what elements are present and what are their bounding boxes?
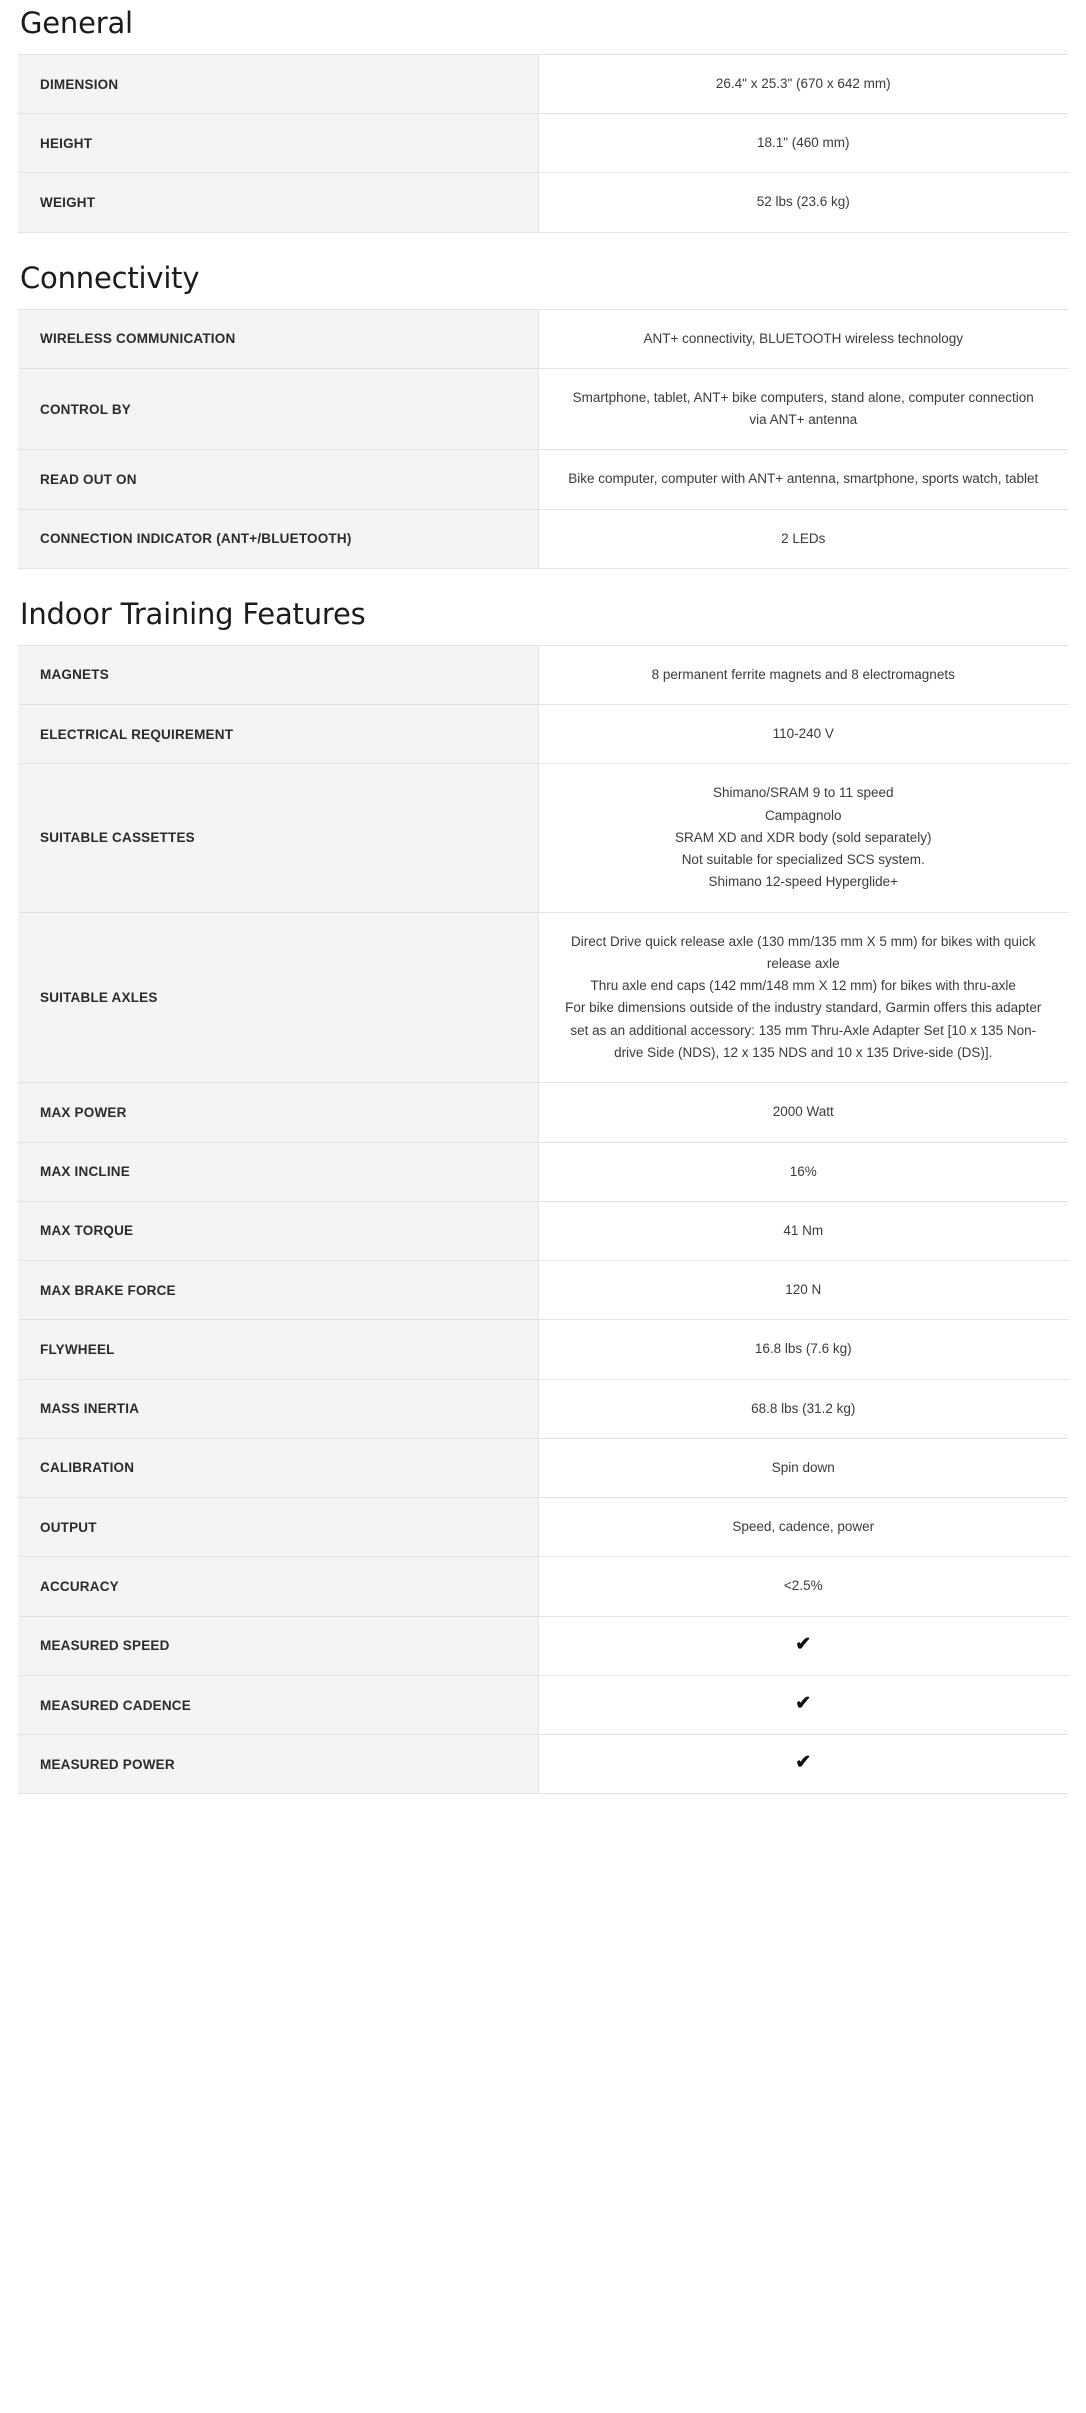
spec-label: READ OUT ON — [18, 450, 538, 509]
spec-label: MAX POWER — [18, 1083, 538, 1142]
spec-label: WIRELESS COMMUNICATION — [18, 309, 538, 368]
check-icon: ✔ — [795, 1752, 812, 1774]
spec-value-line: SRAM XD and XDR body (sold separately) — [674, 829, 932, 845]
spec-value — [538, 1201, 1068, 1260]
table-row — [18, 1616, 1068, 1675]
spec-label: SUITABLE CASSETTES — [18, 764, 538, 912]
table-row — [18, 1320, 1068, 1379]
table-row — [18, 912, 1068, 1083]
table-row — [18, 1438, 1068, 1497]
spec-section — [18, 591, 1068, 1795]
check-icon: ✔ — [795, 1692, 812, 1714]
spec-value-check — [538, 1675, 1068, 1734]
spec-value-line: 16.8 lbs (7.6 kg) — [754, 1341, 852, 1357]
spec-value — [538, 1498, 1068, 1557]
table-row — [18, 1675, 1068, 1734]
section-title: Connectivity — [20, 260, 200, 295]
spec-value-line: Bike computer, computer with ANT+ antenna, smartphone, sports watch, tablet — [568, 471, 1039, 487]
spec-value — [538, 368, 1068, 450]
spec-value-line: Shimano 12-speed Hyperglide+ — [708, 874, 898, 890]
spec-value-line: Campagnolo — [764, 807, 842, 823]
spec-label: MAX INCLINE — [18, 1142, 538, 1201]
spec-value — [538, 912, 1068, 1083]
spec-label: MEASURED CADENCE — [18, 1675, 538, 1734]
spec-value-check — [538, 1735, 1068, 1794]
spec-value-line: 8 permanent ferrite magnets and 8 electromagnets — [651, 666, 955, 682]
spec-label: HEIGHT — [18, 114, 538, 173]
table-row — [18, 645, 1068, 704]
spec-label: WEIGHT — [18, 173, 538, 232]
spec-value — [538, 1320, 1068, 1379]
spec-label: DIMENSION — [18, 54, 538, 113]
check-icon: ✔ — [795, 1633, 812, 1655]
spec-table — [18, 309, 1068, 569]
spec-value-line: Thru axle end caps (142 mm/148 mm X 12 mm) for bikes with thru-axle — [590, 978, 1016, 994]
spec-table — [18, 54, 1068, 233]
spec-value — [538, 1261, 1068, 1320]
spec-value — [538, 1438, 1068, 1497]
table-row — [18, 1261, 1068, 1320]
spec-label: CALIBRATION — [18, 1438, 538, 1497]
table-row — [18, 1498, 1068, 1557]
spec-label: MEASURED SPEED — [18, 1616, 538, 1675]
spec-value — [538, 764, 1068, 912]
spec-value-line: <2.5% — [783, 1578, 823, 1594]
table-row — [18, 114, 1068, 173]
table-row — [18, 173, 1068, 232]
spec-value — [538, 309, 1068, 368]
table-row — [18, 1201, 1068, 1260]
spec-value — [538, 509, 1068, 568]
table-row — [18, 1379, 1068, 1438]
spec-value — [538, 450, 1068, 509]
spec-value — [538, 1083, 1068, 1142]
spec-label: MEASURED POWER — [18, 1735, 538, 1794]
spec-label: FLYWHEEL — [18, 1320, 538, 1379]
spec-value — [538, 114, 1068, 173]
spec-label: MAGNETS — [18, 645, 538, 704]
spec-value-check — [538, 1616, 1068, 1675]
spec-value-line: 2 LEDs — [781, 530, 826, 546]
spec-value-line: 16% — [789, 1163, 817, 1179]
spec-value-line: 18.1" (460 mm) — [756, 135, 850, 151]
spec-label: SUITABLE AXLES — [18, 912, 538, 1083]
spec-value-line: 68.8 lbs (31.2 kg) — [751, 1400, 856, 1416]
table-row — [18, 1083, 1068, 1142]
spec-value — [538, 705, 1068, 764]
spec-label: ACCURACY — [18, 1557, 538, 1616]
spec-table — [18, 645, 1068, 1795]
spec-value-line: Not suitable for specialized SCS system. — [681, 852, 925, 868]
spec-label: CONTROL BY — [18, 368, 538, 450]
spec-value-line: Direct Drive quick release axle (130 mm/135 mm X 5 mm) for bikes with quick release axle — [571, 933, 1036, 971]
spec-value — [538, 645, 1068, 704]
table-row — [18, 764, 1068, 912]
spec-value — [538, 1379, 1068, 1438]
spec-value-line: ANT+ connectivity, BLUETOOTH wireless technology — [643, 330, 963, 346]
table-row — [18, 1735, 1068, 1794]
spec-value-line: 2000 Watt — [772, 1104, 834, 1120]
table-row — [18, 309, 1068, 368]
spec-value-line: For bike dimensions outside of the industry standard, Garmin offers this adapter set as an additional accessory: 135 mm Thru-Axle Adapter Set [10 x 135 Non-drive Side (NDS), 12 x 135 NDS and 10 x 135 Drive-side (DS)]. — [565, 1000, 1042, 1060]
spec-section — [18, 255, 1068, 569]
spec-label: CONNECTION INDICATOR (ANT+/BLUETOOTH) — [18, 509, 538, 568]
spec-value-line: Spin down — [771, 1459, 835, 1475]
spec-value-line: 26.4" x 25.3" (670 x 642 mm) — [715, 75, 891, 91]
spec-value-line: 110-240 V — [772, 726, 834, 742]
spec-label: MASS INERTIA — [18, 1379, 538, 1438]
spec-label: MAX BRAKE FORCE — [18, 1261, 538, 1320]
table-row — [18, 368, 1068, 450]
table-row — [18, 450, 1068, 509]
spec-value — [538, 1557, 1068, 1616]
spec-value — [538, 173, 1068, 232]
spec-label: OUTPUT — [18, 1498, 538, 1557]
table-row — [18, 509, 1068, 568]
spec-value-line: 41 Nm — [783, 1222, 824, 1238]
spec-value-line: Shimano/SRAM 9 to 11 speed — [712, 785, 894, 801]
spec-value — [538, 1142, 1068, 1201]
table-row — [18, 1142, 1068, 1201]
section-title: Indoor Training Features — [20, 596, 366, 631]
spec-value-line: 120 N — [785, 1282, 822, 1298]
section-title: General — [20, 6, 133, 40]
spec-section — [18, 0, 1068, 233]
spec-label: ELECTRICAL REQUIREMENT — [18, 705, 538, 764]
table-row — [18, 1557, 1068, 1616]
spec-label: MAX TORQUE — [18, 1201, 538, 1260]
table-row — [18, 54, 1068, 113]
table-row — [18, 705, 1068, 764]
spec-value-line: Speed, cadence, power — [732, 1519, 875, 1535]
spec-value-line: Smartphone, tablet, ANT+ bike computers, stand alone, computer connection via ANT+ antenna — [572, 389, 1034, 428]
spec-value-line: 52 lbs (23.6 kg) — [756, 194, 850, 210]
spec-value — [538, 54, 1068, 113]
